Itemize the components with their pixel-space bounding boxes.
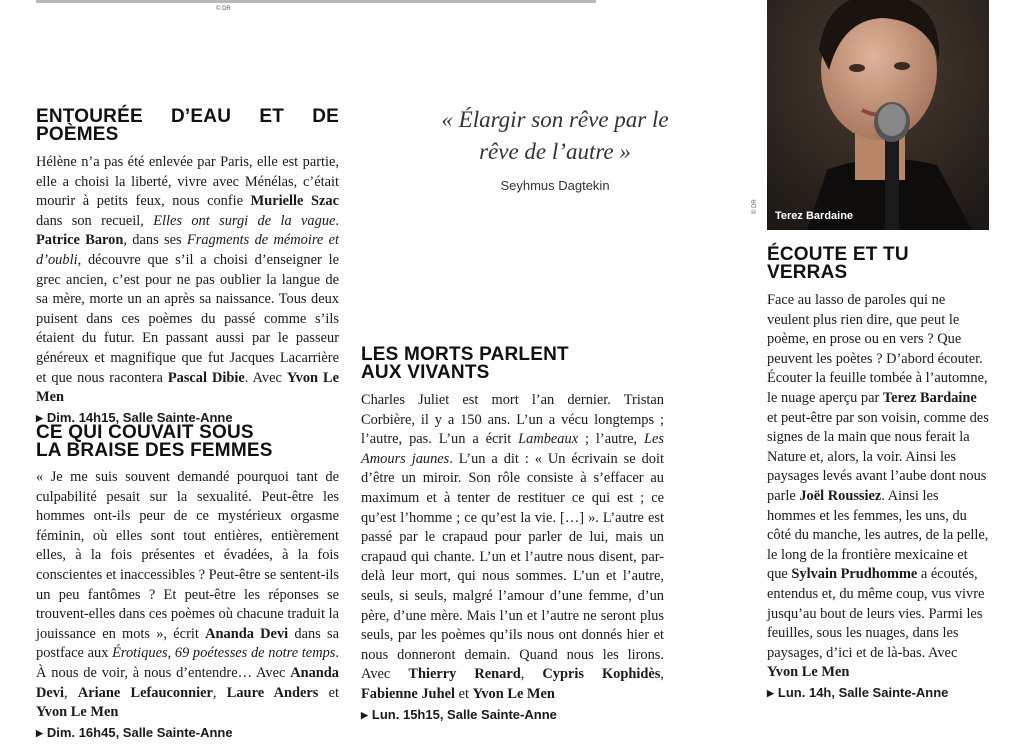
article-ecoute xyxy=(767,246,989,701)
triangle-icon: ▶ xyxy=(36,412,43,423)
article-entouree xyxy=(36,108,339,426)
schedule-line: ▶ Lun. 14h, Salle Sainte-Anne xyxy=(767,684,949,700)
pull-quote xyxy=(430,104,680,193)
article-body: « Je me suis souvent demandé pourquoi tant de culpabilité pesait sur la sexualité. Peut-être les hommes ont-ils peur de ce mystérieux orgasme féminin, où elles sont tout entières, entièrement elles, à la fois présentes et évadées, à la fois conscientes et inaccessibles ? Peut-être se sentent-ils un peu fantômes ? Et peut-être les réponses se trouvent-elles dans ces poèmes où chacune traduit la jouissance en mots », écrit Ananda Devi dans sa postface aux Érotiques, 69 poétesses de notre temps. À nous de voir, à nous d’entendre… Avec Ananda Devi, Ariane Lefauconnier, Laure Anders et Yvon Le Men xyxy=(36,469,340,721)
schedule-line: ▶ Dim. 16h45, Salle Sainte-Anne xyxy=(36,724,233,740)
portrait-image xyxy=(767,0,989,230)
article-body: Hélène n’a pas été enlevée par Paris, elle est partie, elle a choisi la liberté, vivre avec Ménélas, c’était mourir à petits feux, nous confie Murielle Szac dans son recueil, Elles ont surgi de la vague. Patrice Baron, dans ses Fragments de mémoire et d’oubli, découvre que s’il a choisi d’enseigner le grec ancien, c’est pour ne pas oublier la langue de sa mère, morte un an après sa naissance. Tous deux puisent dans ces poèmes du passé comme s’ils étaient du futur. En passant aussi par le passeur généreux et magnifique que fut Jacques Lacarrière et que nous racontera Pascal Dibie. Avec Yvon Le Men xyxy=(36,154,340,406)
top-image-edge xyxy=(36,0,596,3)
photo-credit-side: © DR xyxy=(752,199,758,214)
article-title: ENTOURÉE D’EAU ET DE POÈMES xyxy=(36,106,339,145)
photo-credit-top: © DR xyxy=(216,6,231,12)
article-morts xyxy=(361,346,664,723)
article-title: LES MORTS PARLENT AUX VIVANTS xyxy=(361,344,569,383)
article-body: Charles Juliet est mort l’an dernier. Tristan Corbière, il y a 150 ans. L’un a vécu longtemps ; l’autre, pas. L’un a écrit Lambeaux ; l’autre, Les Amours jaunes. L’un a dit : « Un écrivain se doit d’être un miroir. Son rôle consiste à s’effacer au maximum et à tenter de restituer ce qui est ; ce qu’est l’homme ; ce qu’est la vie. […] ». L’autre est passé par le crapaud pour parler de lui, mais un crapaud qui chante. L’un et l’autre nous disent, par-delà leur mort, qui nous sommes. L’un et l’autre, seuls, si seuls, malgré l’amour d’une femme, d’un père, d’une mère. Mais l’un et l’autre ne seront plus seuls, par les poèmes qu’ils nous ont donnés hier et nous donneront demain. Quand nous les lirons. Avec Thierry Renard, Cypris Kophidès, Fabienne Juhel et Yvon Le Men xyxy=(361,392,664,702)
schedule-line: ▶ Lun. 15h15, Salle Sainte-Anne xyxy=(361,706,557,722)
photo-terez-bardaine xyxy=(767,0,989,230)
triangle-icon: ▶ xyxy=(36,727,43,738)
article-title: ÉCOUTE ET TU VERRAS xyxy=(767,244,909,283)
quote-author: Seyhmus Dagtekin xyxy=(500,178,610,193)
triangle-icon: ▶ xyxy=(767,687,774,698)
quote-text: « Élargir son rêve par le rêve de l’autre » xyxy=(441,107,669,164)
schedule-line: ▶ Dim. 14h15, Salle Sainte-Anne xyxy=(36,409,233,425)
article-body: Face au lasso de paroles qui ne veulent plus rien dire, que peut le poème, en prose ou en vers ? Que peuvent les poètes ? D’abord écouter. Écouter la feuille tombée à l’automne, le nuage aperçu par Terez Bardaine et peut-être par son voisin, comme des signes de la main que nous ferait la Nature et, alors, la voir. Ainsi les paysages levés avant l’aube dont nous parle Joël Roussiez. Ainsi les hommes et les femmes, les uns, du côté du manche, les autres, de la pelle, le long de la frontière mexicaine et que Sylvain Prudhomme a écoutés, entendus et, du même coup, vus vivre jusqu’au bout de leurs vies. Parmi les feuilles, sous les nuages, dans les paysages, d’ici et de là-bas. Avec Yvon Le Men xyxy=(767,292,989,681)
article-braise xyxy=(36,424,339,741)
photo-caption: Terez Bardaine xyxy=(775,210,854,222)
triangle-icon: ▶ xyxy=(361,709,368,720)
article-title: CE QUI COUVAIT SOUS LA BRAISE DES FEMMES xyxy=(36,422,273,461)
